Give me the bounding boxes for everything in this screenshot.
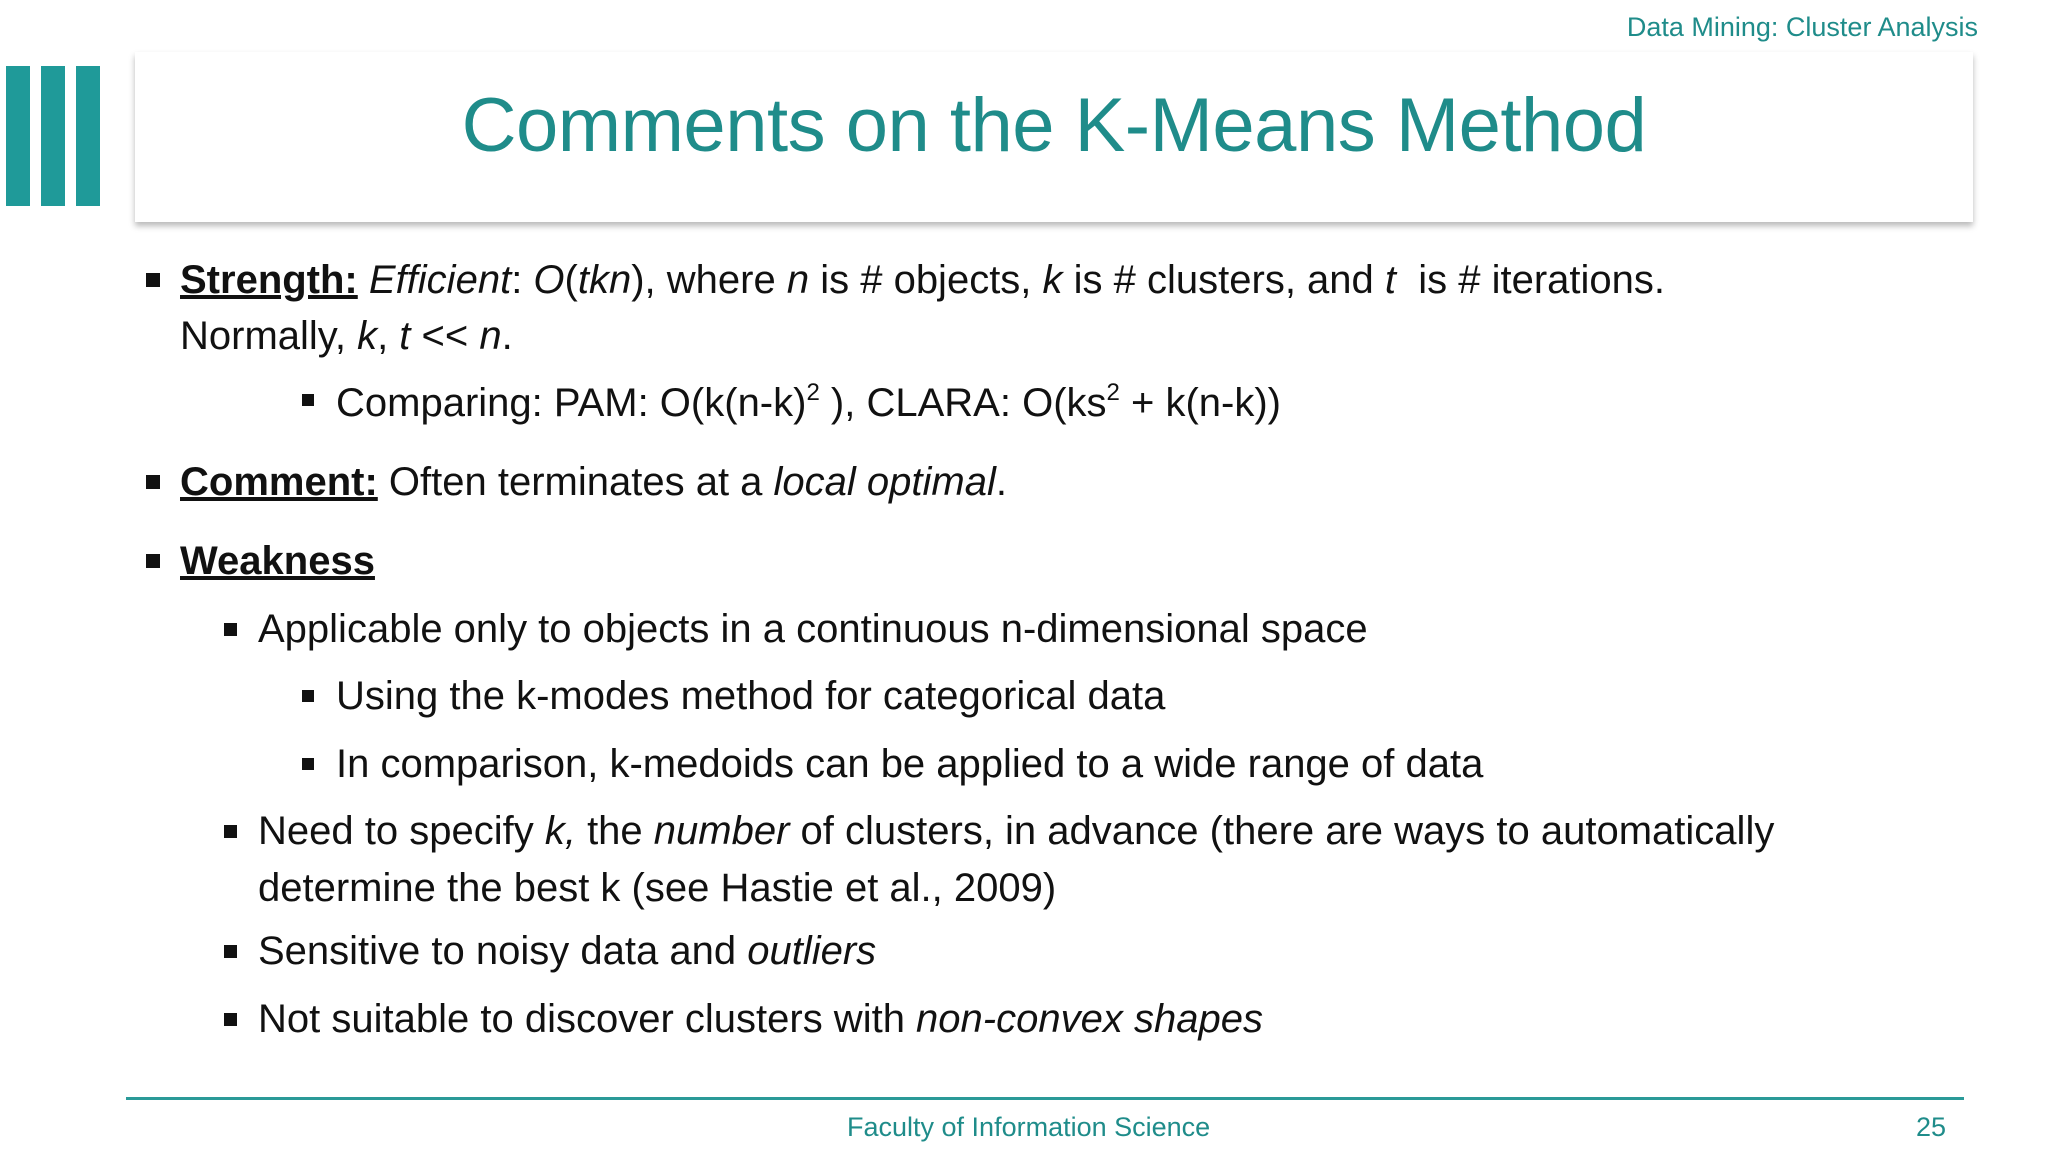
bullet — [224, 623, 237, 636]
specify-text-3: of clusters, in advance (there are ways to automatically — [789, 809, 1775, 853]
strength-line-2 — [180, 308, 513, 364]
bullet — [224, 825, 237, 838]
weakness-label: Weakness — [180, 539, 375, 583]
colon-text: : — [511, 258, 534, 302]
specify-k-line-2: determine the best k (see Hastie et al., 2009) — [258, 866, 1057, 910]
specify-text-2: the — [575, 809, 654, 853]
footer-divider — [126, 1097, 1964, 1100]
comparing-text-2: ), CLARA: O(ks — [819, 381, 1107, 425]
bullet — [302, 394, 314, 406]
number-text: number — [653, 809, 790, 853]
sensitive-text: Sensitive to noisy data and — [258, 929, 748, 973]
weakness-subitem: In comparison, k-medoids can be applied to a wide range of data — [336, 742, 1484, 786]
big-o: O — [533, 258, 565, 302]
slide-title: Comments on the K-Means Method — [461, 83, 1647, 168]
comparing-line — [336, 375, 1281, 431]
not-suitable-text: Not suitable to discover clusters with — [258, 997, 917, 1041]
strength-text-1: ), where — [631, 258, 787, 302]
strength-text-4: is # iterations. — [1396, 258, 1666, 302]
non-convex-text: non-convex shapes — [916, 997, 1263, 1041]
bullet — [302, 758, 314, 770]
superscript: 2 — [806, 379, 820, 406]
superscript: 2 — [1106, 379, 1120, 406]
period-text: . — [995, 460, 1007, 504]
specify-k-line — [258, 803, 1774, 859]
comment-text: Often terminates at a — [377, 460, 774, 504]
normally-text: Normally, — [180, 314, 358, 358]
outliers-text: outliers — [747, 929, 877, 973]
bullet — [224, 945, 237, 958]
var-k-3: k, — [544, 809, 576, 853]
weakness-item: Applicable only to objects in a continuous n-dimensional space — [258, 607, 1368, 651]
footer-faculty: Faculty of Information Science — [847, 1112, 1211, 1142]
var-t: t — [1384, 258, 1397, 302]
comparing-text-3: + k(n-k)) — [1119, 381, 1281, 425]
course-label: Data Mining: Cluster Analysis — [1626, 12, 1978, 42]
not-suitable-line — [258, 991, 1263, 1047]
local-optimal-text: local optimal — [773, 460, 996, 504]
tkn-text: tkn — [577, 258, 632, 302]
period-text: . — [501, 314, 513, 358]
var-n: n — [786, 258, 810, 302]
strength-text-3: is # clusters, and — [1062, 258, 1385, 302]
var-k-2: k — [357, 314, 378, 358]
bullet — [146, 554, 160, 568]
weakness-subitem: Using the k-modes method for categorical data — [336, 674, 1166, 718]
var-t-2: t — [399, 314, 411, 358]
bullet — [146, 273, 160, 287]
var-k: k — [1042, 258, 1063, 302]
strength-label: Strength: — [180, 258, 358, 302]
specify-text-1: Need to specify — [258, 809, 545, 853]
comma-text: , — [377, 314, 400, 358]
comment-label: Comment: — [180, 460, 378, 504]
bullet — [146, 475, 160, 489]
lt-text: << — [410, 314, 480, 358]
comparing-text-1: Comparing: PAM: O(k(n-k) — [336, 381, 807, 425]
strength-text-2: is # objects, — [809, 258, 1043, 302]
page-number: 25 — [1916, 1112, 1947, 1142]
efficient-text: Efficient — [368, 258, 512, 302]
bullet — [224, 1013, 237, 1026]
bullet — [302, 690, 314, 702]
strength-line: Strength: Efficient: O(tkn), where n is # objects, k is # clusters, and t is # iterations. — [180, 258, 1666, 302]
weakness-heading — [180, 533, 375, 589]
var-n-2: n — [479, 314, 502, 358]
comment-line — [180, 454, 1007, 510]
sensitive-line — [258, 923, 876, 979]
